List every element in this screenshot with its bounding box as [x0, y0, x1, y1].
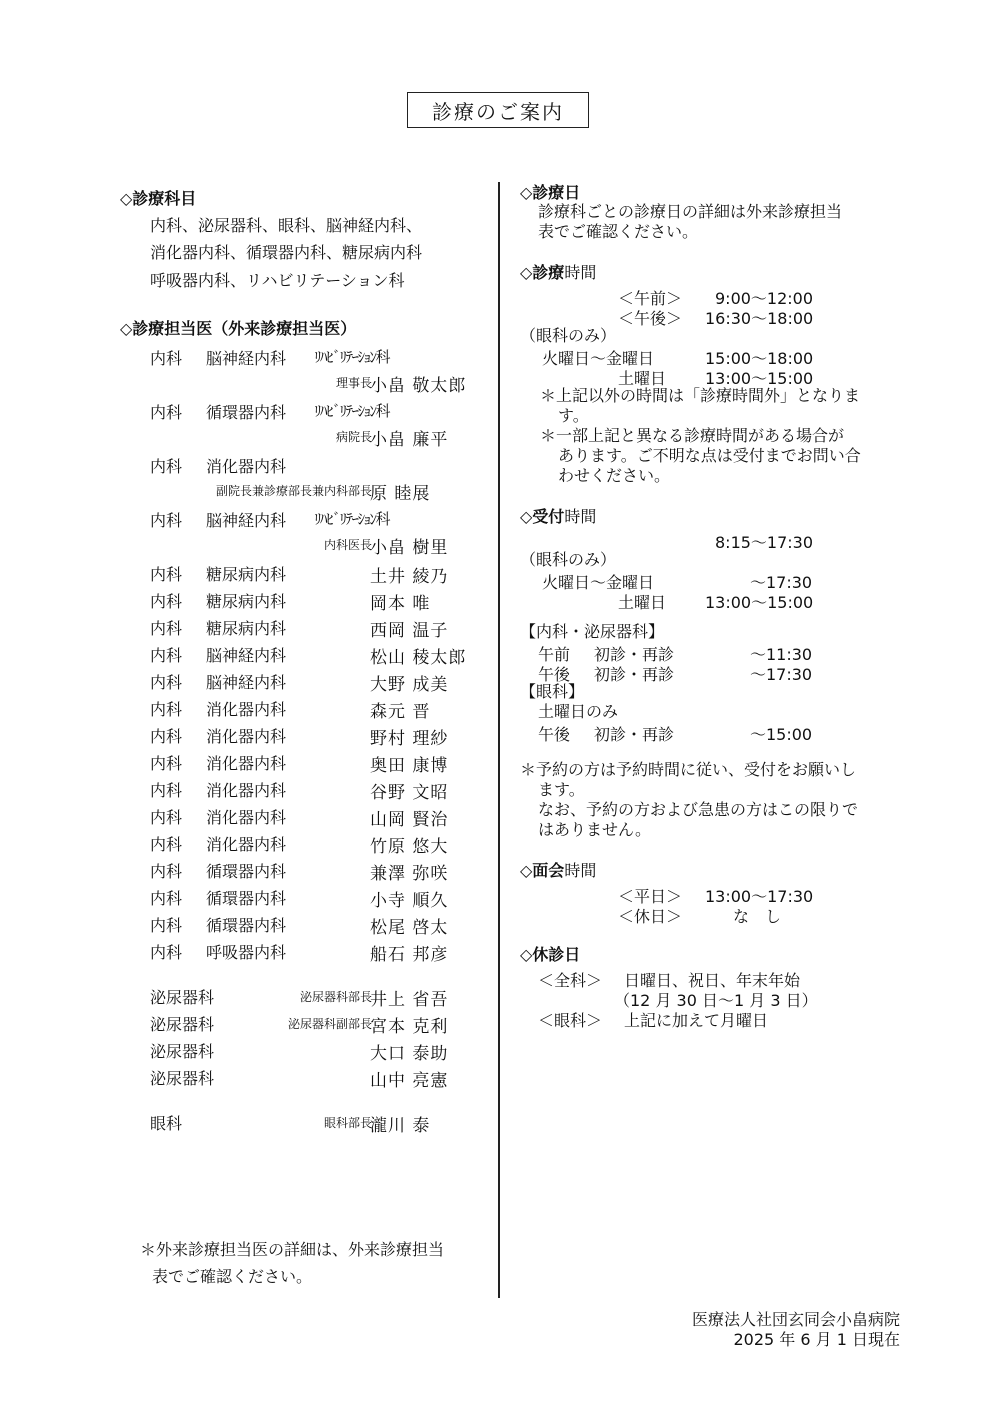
doctor-title: 泌尿器科副部長 — [287, 1016, 372, 1031]
reception-eye-pm-row — [520, 722, 910, 742]
doctor-name: 山中 亮憲 — [370, 1070, 449, 1091]
closed-all-row — [520, 968, 910, 988]
doctor-name: 山岡 賢治 — [370, 809, 449, 830]
page-title — [407, 92, 589, 128]
reception-pm: 午後 — [538, 665, 571, 684]
hours-am-time: 9:00～12:00 — [715, 289, 814, 308]
doctor-specialty: 循環器内科 — [206, 861, 287, 881]
doctor-department: 内科 — [150, 591, 183, 611]
reception-eye-tue-fri-row — [520, 570, 910, 590]
hours-note-2 — [520, 426, 910, 486]
doctor-row — [120, 396, 492, 423]
doctor-department: 内科 — [150, 564, 183, 584]
doctor-row — [120, 693, 492, 720]
reception-eye-pm-time: ～15:00 — [750, 725, 813, 744]
reception-eye-pm-kind: 初診・再診 — [594, 725, 675, 744]
hours-note-1 — [520, 386, 910, 426]
doctor-specialty: 糖尿病内科 — [206, 591, 287, 611]
doctor-row — [120, 450, 492, 477]
note-line: す。 — [558, 406, 589, 425]
doctor-specialty: 消化器内科 — [206, 780, 287, 800]
hours-pm-time: 16:30～18:00 — [705, 309, 814, 328]
closed-all-range-row — [520, 988, 910, 1008]
doctor-rehab: ﾘﾊﾋﾞﾘﾃｰｼｮﾝ科 — [314, 509, 390, 528]
doctor-row — [120, 855, 492, 882]
doctor-rehab: ﾘﾊﾋﾞﾘﾃｰｼｮﾝ科 — [314, 401, 390, 420]
doctor-specialty: 脳神経内科 — [206, 672, 287, 692]
doctor-specialty: 糖尿病内科 — [206, 618, 287, 638]
doctor-name: 小畠 廉平 — [370, 429, 449, 450]
visit-weekday-time: 13:00～17:30 — [705, 887, 814, 906]
doctor-department: 泌尿器科 — [150, 1068, 215, 1088]
reception-am-time: ～11:30 — [750, 645, 813, 664]
doctor-row — [120, 909, 492, 936]
doctor-name: 岡本 唯 — [370, 593, 431, 614]
doctor-specialty: 脳神経内科 — [206, 645, 287, 665]
doctor-specialty: 消化器内科 — [206, 834, 287, 854]
closed-eye-label: ＜眼科＞ — [538, 1011, 603, 1030]
doctor-title: 内科医長 — [323, 537, 372, 552]
reception-general-time: 8:15～17:30 — [715, 533, 814, 552]
doctor-name: 竹原 悠大 — [370, 836, 449, 857]
hours-eye-sat-time: 13:00～15:00 — [705, 369, 814, 388]
visit-weekday-label: ＜平日＞ — [618, 887, 683, 906]
doctor-specialty: 脳神経内科 — [206, 510, 287, 530]
hours-heading-sub: 時間 — [564, 263, 597, 282]
reception-am-row — [520, 642, 910, 662]
closed-eye-text: 上記に加えて月曜日 — [624, 1011, 769, 1030]
doctor-specialty: 消化器内科 — [206, 699, 287, 719]
doctor-title: 理事長 — [335, 375, 372, 390]
reception-sat-only: 土曜日のみ — [538, 702, 619, 721]
visit-heading-sub: 時間 — [564, 861, 597, 880]
doctor-name: 宮本 克利 — [370, 1016, 449, 1037]
visit-weekday-row — [520, 884, 910, 904]
closed-all-label: ＜全科＞ — [538, 971, 603, 990]
doctor-department: 内科 — [150, 942, 183, 962]
reception-eye-pm: 午後 — [538, 725, 571, 744]
doctor-specialty: 呼吸器内科 — [206, 942, 287, 962]
doctor-row — [120, 666, 492, 693]
doctor-specialty: 循環器内科 — [206, 915, 287, 935]
doctor-row — [120, 531, 492, 558]
doctor-name: 谷野 文昭 — [370, 782, 449, 803]
hours-eye-tue-fri: 火曜日～金曜日 — [542, 349, 655, 368]
doctor-row — [120, 639, 492, 666]
departments-list — [120, 212, 492, 294]
departments-line: 内科、泌尿器科、眼科、脳神経内科、 — [150, 216, 423, 235]
doctor-row — [120, 801, 492, 828]
note-line: ます。 — [538, 780, 585, 799]
closed-all-text: 日曜日、祝日、年末年始 — [624, 971, 801, 990]
doctor-row — [120, 1062, 492, 1089]
doctor-department: 内科 — [150, 780, 183, 800]
doctor-row — [120, 504, 492, 531]
note-line: はありません。 — [538, 820, 651, 839]
doctor-department: 内科 — [150, 672, 183, 692]
hours-heading-main: ◇診療 — [520, 263, 565, 282]
days-heading: ◇診療日 — [520, 183, 581, 202]
doctor-specialty: 消化器内科 — [206, 456, 287, 476]
doctor-name: 土井 綾乃 — [370, 566, 449, 587]
doctor-row — [120, 477, 492, 504]
urology-list — [120, 981, 492, 1089]
visit-heading-main: ◇面会 — [520, 861, 565, 880]
reception-eye-only: （眼科のみ） — [520, 550, 617, 569]
closed-eye-row — [520, 1008, 910, 1028]
note-line: なお、予約の方および急患の方はこの限りで — [538, 800, 859, 819]
doctor-department: 内科 — [150, 807, 183, 827]
signature-date: 2025 年 6 月 1 日現在 — [733, 1330, 900, 1349]
doctors-footnote — [140, 1236, 500, 1290]
days-text: 診療科ごとの診療日の詳細は外来診療担当 — [538, 202, 843, 221]
doctor-name: 小寺 順久 — [370, 890, 449, 911]
doctor-name: 大口 泰助 — [370, 1043, 449, 1064]
visit-holiday-row — [520, 904, 910, 924]
doctor-row — [120, 558, 492, 585]
doctor-name: 松山 稜太郎 — [370, 647, 467, 668]
doctor-specialty: 消化器内科 — [206, 753, 287, 773]
reception-eye-tue-fri: 火曜日～金曜日 — [542, 573, 655, 592]
doctor-name: 西岡 温子 — [370, 620, 449, 641]
note-line: わせください。 — [558, 466, 671, 485]
hours-am-row — [520, 286, 910, 306]
doctor-row — [120, 828, 492, 855]
doctor-name: 小畠 敬太郎 — [370, 375, 467, 396]
days-text: 表でご確認ください。 — [538, 222, 699, 241]
footnote-line: ＊外来診療担当医の詳細は、外来診療担当 — [140, 1240, 445, 1259]
closed-all-range: （12 月 30 日～1 月 3 日） — [614, 991, 818, 1010]
hours-eye-sat: 土曜日 — [618, 369, 667, 388]
doctor-title: 病院長 — [335, 429, 372, 444]
page-title-text: 診療のご案内 — [432, 99, 564, 124]
reception-eye-sat: 土曜日 — [618, 593, 667, 612]
doctor-row — [120, 1107, 492, 1134]
doctor-rehab: ﾘﾊﾋﾞﾘﾃｰｼｮﾝ科 — [314, 347, 390, 366]
doctor-department: 内科 — [150, 618, 183, 638]
doctor-row — [120, 612, 492, 639]
signature — [692, 1310, 900, 1350]
reception-general-row — [520, 530, 910, 550]
departments-line: 消化器内科、循環器内科、糖尿病内科 — [150, 243, 423, 263]
closed-heading: ◇休診日 — [520, 945, 581, 964]
hours-pm-label: ＜午後＞ — [618, 309, 683, 328]
note-line: ＊予約の方は予約時間に従い、受付をお願いし — [520, 760, 857, 779]
reception-pm-kind: 初診・再診 — [594, 665, 675, 684]
note-line: ＊上記以外の時間は「診療時間外」となりま — [540, 386, 861, 405]
hours-eye-sat-row — [520, 366, 910, 386]
doctor-department: 内科 — [150, 861, 183, 881]
doctor-name: 大野 成美 — [370, 674, 449, 695]
column-divider — [498, 182, 500, 1298]
doctor-department: 内科 — [150, 402, 183, 422]
hours-eye-tue-fri-row — [520, 346, 910, 366]
visit-holiday-label: ＜休日＞ — [618, 907, 683, 926]
hours-eye-only: （眼科のみ） — [520, 326, 617, 345]
doctor-title: 泌尿器科部長 — [299, 989, 372, 1004]
doctor-row — [120, 747, 492, 774]
doctor-row — [120, 936, 492, 963]
doctor-department: 内科 — [150, 915, 183, 935]
right-column — [520, 180, 910, 1028]
doctor-department: 内科 — [150, 699, 183, 719]
ophthalmology-list — [120, 1107, 492, 1134]
hours-heading — [520, 260, 910, 286]
doctor-row — [120, 342, 492, 369]
reception-heading — [520, 504, 910, 530]
reception-pm-row — [520, 662, 910, 682]
doctor-row — [120, 882, 492, 909]
doctor-department: 内科 — [150, 726, 183, 746]
doctor-department: 内科 — [150, 510, 183, 530]
reception-heading-main: ◇受付 — [520, 507, 565, 526]
hours-eye-tue-fri-time: 15:00～18:00 — [705, 349, 814, 368]
reception-eye-sat-row — [520, 590, 910, 610]
doctor-name: 野村 理紗 — [370, 728, 449, 749]
doctor-specialty: 循環器内科 — [206, 402, 287, 422]
doctor-row — [120, 369, 492, 396]
doctor-name: 瀧川 泰 — [370, 1115, 431, 1136]
doctor-row — [120, 720, 492, 747]
doctor-name: 井上 省吾 — [370, 989, 449, 1010]
doctor-title: 副院長兼診療部長兼内科部長 — [215, 483, 372, 498]
doctor-department: 内科 — [150, 348, 183, 368]
doctor-name: 原 睦展 — [370, 483, 431, 504]
doctor-name: 松尾 啓太 — [370, 917, 449, 938]
doctor-department: 泌尿器科 — [150, 987, 215, 1007]
doctor-department: 内科 — [150, 456, 183, 476]
signature-org: 医療法人社団玄同会小畠病院 — [691, 1310, 900, 1329]
left-column — [120, 186, 492, 1134]
doctor-row — [120, 981, 492, 1008]
reception-im-uro-heading: 【内科・泌尿器科】 — [520, 622, 665, 641]
doctor-name: 森元 晋 — [370, 701, 431, 722]
doctor-department: 内科 — [150, 753, 183, 773]
doctor-name: 船石 邦彦 — [370, 944, 449, 965]
doctor-specialty: 消化器内科 — [206, 807, 287, 827]
departments-line: 呼吸器内科、リハビリテーション科 — [150, 270, 405, 290]
note-line: あります。ご不明な点は受付までお問い合 — [558, 446, 861, 465]
doctor-row — [120, 423, 492, 450]
doctor-specialty: 循環器内科 — [206, 888, 287, 908]
doctor-row — [120, 1035, 492, 1062]
doctor-name: 小畠 樹里 — [370, 537, 449, 558]
note-line: ＊一部上記と異なる診療時間がある場合が — [540, 426, 845, 445]
doctor-name: 奥田 康博 — [370, 755, 449, 776]
doctor-department: 泌尿器科 — [150, 1041, 215, 1061]
visit-holiday-time: な し — [733, 907, 782, 926]
doctor-department: 内科 — [150, 834, 183, 854]
departments-heading: ◇診療科目 — [120, 189, 197, 208]
reception-heading-sub: 時間 — [564, 507, 597, 526]
doctor-specialty: 糖尿病内科 — [206, 564, 287, 584]
footnote-line: 表でご確認ください。 — [152, 1267, 313, 1286]
doctor-title: 眼科部長 — [323, 1115, 372, 1130]
doctor-name: 兼澤 弥咲 — [370, 863, 449, 884]
doctor-department: 内科 — [150, 888, 183, 908]
reception-am: 午前 — [538, 645, 571, 664]
doctor-row — [120, 774, 492, 801]
reception-eye-sat-time: 13:00～15:00 — [705, 593, 814, 612]
reception-note — [520, 760, 910, 840]
reception-am-kind: 初診・再診 — [594, 645, 675, 664]
hours-pm-row — [520, 306, 910, 326]
doctor-row — [120, 585, 492, 612]
reception-eye-tue-fri-time: ～17:30 — [750, 573, 813, 592]
doctor-department: 眼科 — [150, 1113, 183, 1133]
reception-eye-heading: 【眼科】 — [520, 682, 585, 701]
reception-pm-time: ～17:30 — [750, 665, 813, 684]
doctor-department: 泌尿器科 — [150, 1014, 215, 1034]
doctor-row — [120, 1008, 492, 1035]
hours-am-label: ＜午前＞ — [618, 289, 683, 308]
doctors-heading: ◇診療担当医（外来診療担当医） — [120, 318, 357, 338]
doctor-specialty: 脳神経内科 — [206, 348, 287, 368]
doctor-department: 内科 — [150, 645, 183, 665]
doctor-specialty: 消化器内科 — [206, 726, 287, 746]
doctor-list — [120, 342, 492, 963]
visit-heading — [520, 858, 910, 884]
